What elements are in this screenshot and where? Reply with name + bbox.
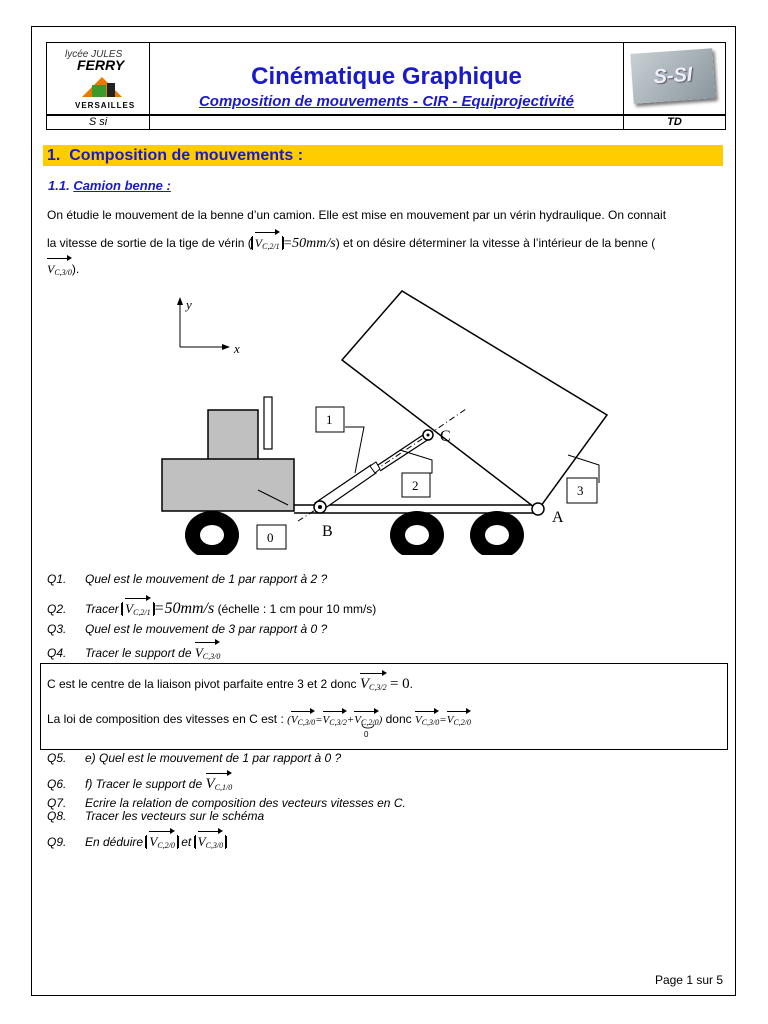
info-line1: C est le centre de la liaison pivot parfaite entre 3 et 2 donc $V_{C,3/2} = 0$. — [47, 672, 413, 693]
section-heading — [43, 145, 723, 166]
question-1: Q1. Quel est le mouvement de 1 par rapport à 2 ? — [47, 572, 328, 586]
leader-1 — [345, 427, 364, 473]
truck-diagram — [150, 285, 630, 555]
joint-A — [532, 503, 544, 515]
axes-icon — [177, 297, 230, 350]
badge-cell — [623, 42, 726, 115]
school-line2: FERRY — [77, 57, 125, 73]
axis-y-label: y — [186, 297, 192, 312]
question-4: Q4. Tracer le support de $V_{C,3/0}$ — [47, 641, 220, 661]
label-3: 3 — [577, 483, 584, 498]
section-title: Composition de mouvements : — [69, 147, 304, 164]
info-zero-brace: 0 — [364, 730, 368, 739]
logo-cell — [46, 42, 150, 115]
right-tag-cell — [623, 115, 726, 130]
v30-vector: $V_{C,3/0}$ — [47, 257, 72, 281]
left-tag-cell — [46, 115, 150, 130]
rod-line-1 — [378, 433, 426, 465]
question-8: Q8. Tracer les vecteurs sur le schéma — [47, 809, 265, 823]
cab-top — [208, 410, 258, 460]
info-box — [40, 663, 728, 750]
leader-2 — [400, 450, 432, 473]
point-B-label: B — [322, 523, 333, 540]
left-tag: S si — [88, 116, 108, 128]
question-6: Q6. f) Tracer le support de $V_{C,1/0}$ — [47, 772, 232, 793]
title-footer-cell — [149, 115, 624, 130]
school-line3: VERSAILLES — [75, 101, 136, 110]
intro-line1: On étudie le mouvement de la benne d’un camion. Elle est mise en mouvement par un vérin hydraulique. On connait — [47, 208, 667, 222]
ssi-badge — [630, 48, 715, 104]
wheel-rear-1 — [390, 511, 444, 555]
intro-line2: la vitesse de sortie de la tige de vérin ( $V_{C,2/1} =50mm/s$) et on désire déterminer la vitesse à l’intérieur de la benne ( — [47, 231, 723, 255]
subsection-number: 1.1. — [48, 178, 70, 193]
question-7: Q7. Ecrire la relation de composition des vecteurs vitesses en C. — [47, 796, 406, 810]
question-3: Q3. Quel est le mouvement de 3 par rapport à 0 ? — [47, 622, 328, 636]
page-number: Page 1 sur 5 — [654, 973, 723, 987]
wheel-rear-2 — [470, 511, 524, 555]
info-line2: La loi de composition des vitesses en C est : $(V_{C,3/0}=V_{C,3/2}+V_{C,2/0})$ donc $V_{C,3/0}=V_{C,2/0}$ — [47, 712, 471, 727]
question-5: Q5. e) Quel est le mouvement de 1 par rapport à 0 ? — [47, 751, 342, 765]
question-9: Q9. En déduire $V_{C,2/0}$ et $V_{C,3/0}$ — [47, 830, 226, 850]
exhaust-pipe — [264, 397, 272, 449]
page-subtitle: Composition de mouvements - CIR - Equiprojectivité — [198, 93, 575, 110]
point-A-label: A — [552, 509, 564, 526]
badge-label: S-SI — [652, 63, 694, 88]
cab-body — [162, 459, 294, 511]
label-2: 2 — [412, 478, 419, 493]
right-tag: TD — [667, 116, 682, 128]
school-line1: lycée JULES — [65, 49, 123, 60]
dump-body — [342, 291, 607, 510]
page-title: Cinématique Graphique — [251, 63, 522, 90]
intro-line3: $V_{C,3/0}$). — [47, 257, 723, 281]
wheel-front — [185, 511, 239, 555]
point-C-label: C — [440, 428, 451, 445]
v21-norm: $V_{C,2/1}$ — [252, 236, 283, 250]
label-0: 0 — [267, 530, 274, 545]
title-cell — [149, 42, 624, 115]
header-table — [46, 42, 726, 130]
rod-line-2 — [380, 439, 429, 471]
subsection-title: Camion benne : — [73, 178, 171, 193]
subsection-heading — [48, 178, 171, 193]
school-logo-icon — [77, 73, 127, 99]
axis-x-label: x — [234, 341, 240, 356]
label-1: 1 — [326, 412, 333, 427]
section-number: 1. — [47, 147, 61, 164]
question-2: Q2. Tracer $V_{C,2/1} =50mm/s$ (échelle : 1 cm pour 10 mm/s) — [47, 597, 376, 618]
